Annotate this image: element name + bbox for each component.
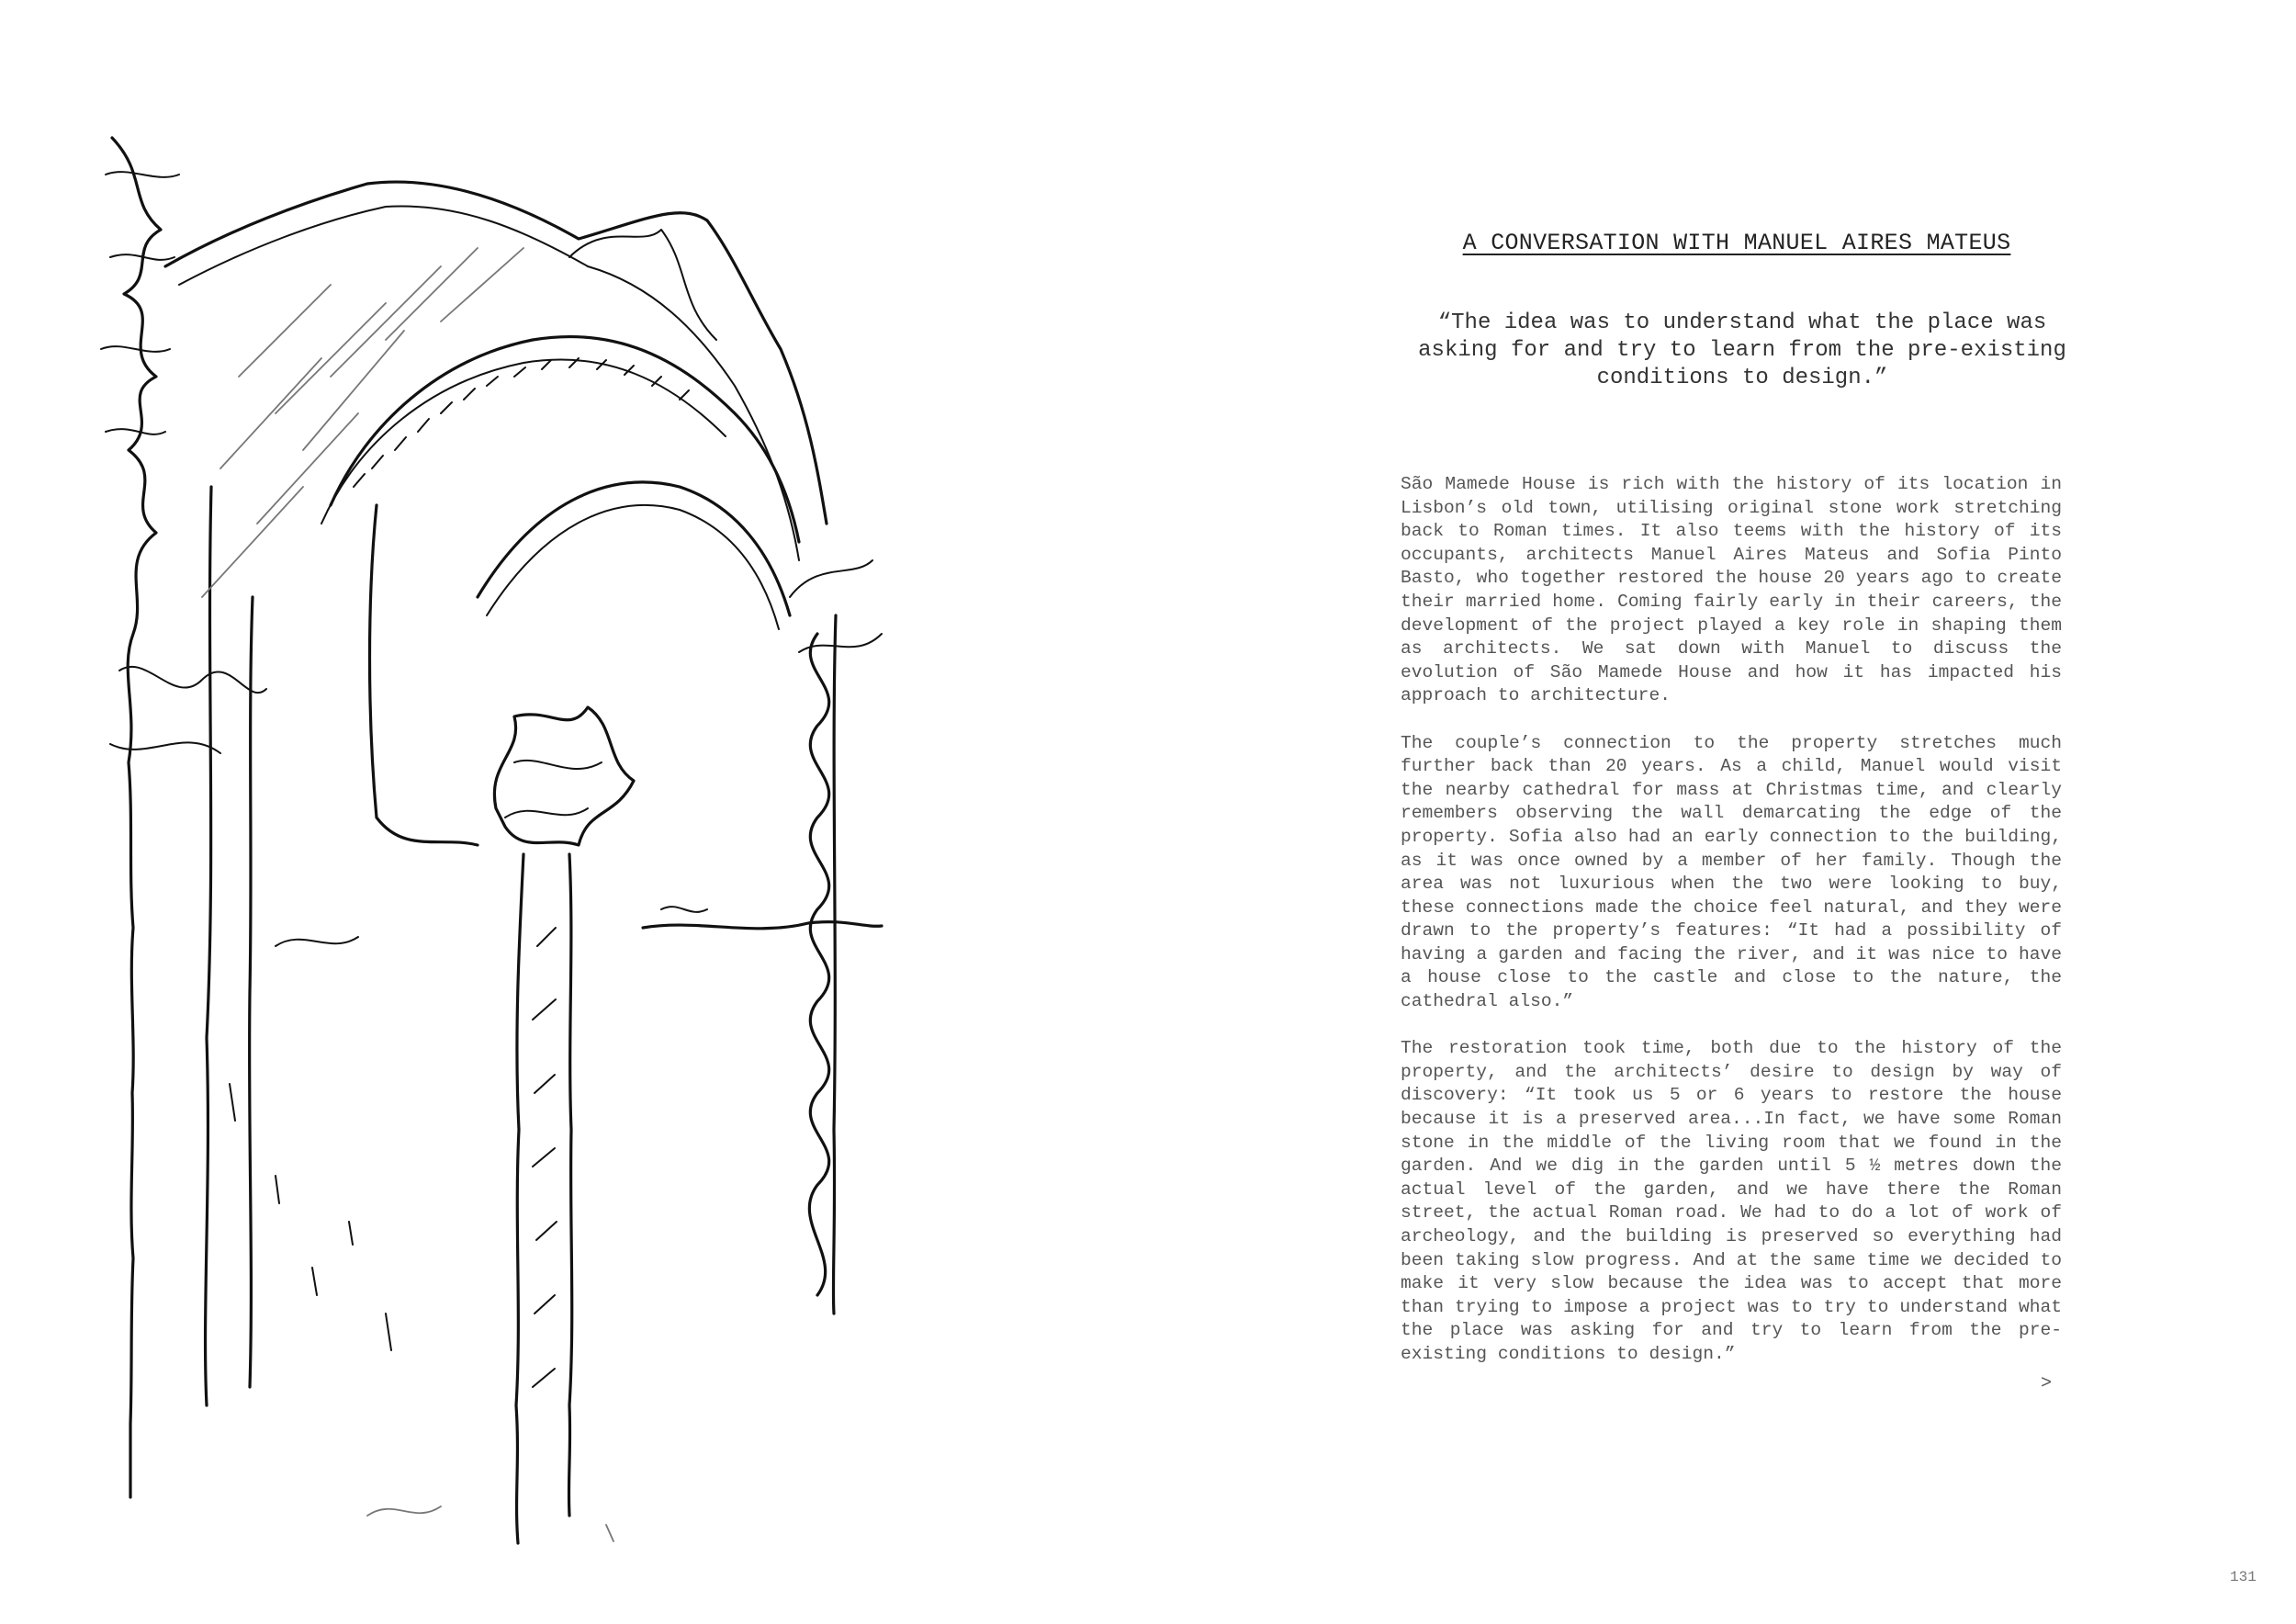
body-paragraph: The restoration took time, both due to the history of the property, and the architects’ desire to design by way of discovery: “It took us 5 or 6 years to restore the house because it is a preserved area...In fact, we have some Roman stone in the middle of the living room that we found in the garden. And we dig in the garden until 5 ½ metres down the actual level of the garden, and we have there the Roman street, the actual Roman road. We had to do a lot of work of archeology, and the building is preserved so everything had been taking slow progress. And at the same time we decided to make it very slow because the idea was to accept that more than trying to impose a project was to try to understand what the place was asking for and try to learn from the pre-existing conditions to design.” — [1401, 1038, 2062, 1364]
page-number: 131 — [2230, 1569, 2257, 1585]
outer-vault-strokes — [165, 182, 827, 597]
column-strokes — [494, 707, 634, 1543]
body-paragraph: São Mamede House is rich with the history of its location in Lisbon’s old town, utilising original stone work stretching back to Roman times. It also teems with the history of its occupants, architects Manuel Aires Mateus and Sofia Pinto Basto, who together restored the house 20 years ago to create their married home. Coming fairly early in their careers, the development of the project played a key role in shaping them as architects. We sat down with Manuel to discuss the evolution of São Mamede House and how it has impacted his approach to architecture. — [1401, 474, 2062, 706]
right-column-strokes — [643, 560, 882, 1314]
arch-sketch-icon — [92, 119, 918, 1571]
pull-quote: “The idea was to understand what the place was asking for and try to learn from the pre-existing conditions to design.” — [1418, 310, 2066, 390]
next-page-arrow[interactable]: > — [2041, 1373, 2053, 1394]
article-body — [1401, 473, 2062, 1367]
article-column — [1401, 230, 2066, 1390]
article-title: A CONVERSATION WITH MANUEL AIRES MATEUS — [1462, 230, 2011, 256]
inner-arch-strokes — [321, 337, 799, 845]
ground-strokes — [230, 937, 613, 1541]
body-paragraph: The couple’s connection to the property stretches much further back than 20 years. As a child, Manuel would visit the nearby cathedral for mass at Christmas time, and clearly remembers observing the wall demarcating the edge of the property. Sofia also had an early connection to the building, as it was once owned by a member of her family. Though the area was not luxurious when the two were looking to buy, these connections made the choice feel natural, and they were drawn to the property’s features: “It had a possibility of having a garden and facing the river, and it was nice to have a house close to the castle and close to the nature, the cathedral also.” — [1401, 732, 2062, 1012]
left-wall-strokes — [101, 138, 266, 1497]
